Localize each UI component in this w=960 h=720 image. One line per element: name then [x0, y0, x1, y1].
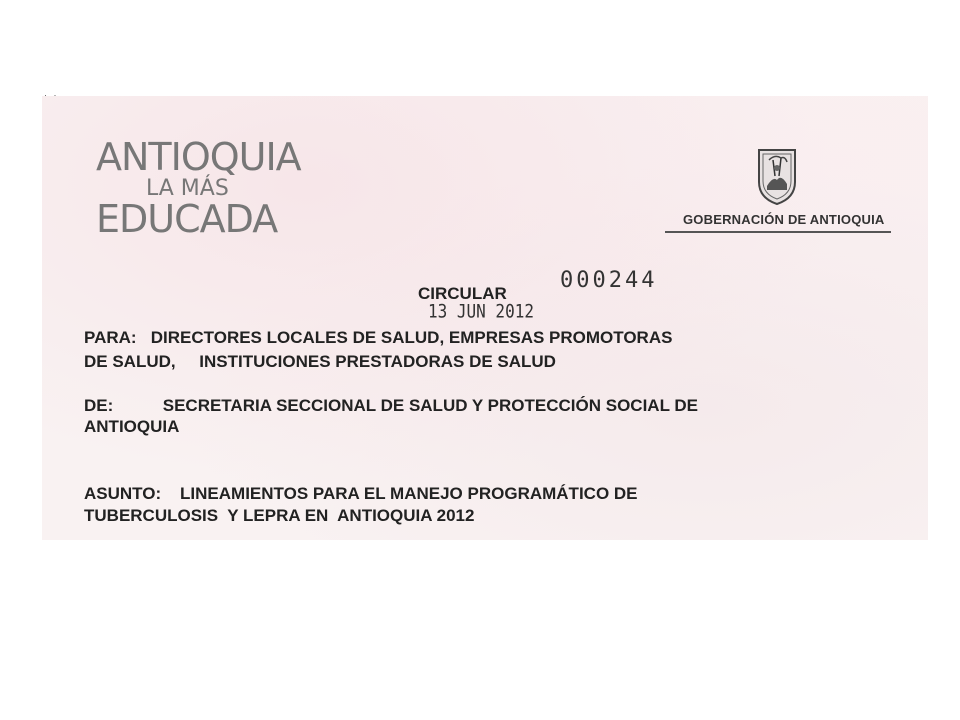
- asunto-text-2: TUBERCULOSIS Y LEPRA EN ANTIOQUIA 2012: [84, 506, 475, 525]
- circular-number: 000244: [560, 268, 658, 293]
- para-text-2b: INSTITUCIONES PRESTADORAS DE SALUD: [199, 352, 556, 371]
- scan-marks: · ·: [44, 90, 59, 100]
- brand-line-1: ANTIOQUIA: [96, 135, 301, 179]
- de-text-1: SECRETARIA SECCIONAL DE SALUD Y PROTECCIÓN SOCIAL DE: [162, 396, 698, 415]
- brand-line-3: EDUCADA: [96, 197, 278, 241]
- para-text-2a: DE SALUD,: [84, 352, 176, 371]
- de-label: DE:: [84, 396, 114, 415]
- de-text-2: ANTIOQUIA: [84, 417, 180, 436]
- asunto-label: ASUNTO:: [84, 484, 162, 503]
- asunto-line-2: [84, 504, 784, 528]
- asunto-line-1: [84, 482, 784, 506]
- divider: [665, 231, 891, 233]
- asunto-text-1: LINEAMIENTOS PARA EL MANEJO PROGRAMÁTICO DE: [180, 484, 638, 503]
- government-name: GOBERNACIÓN DE ANTIOQUIA: [683, 212, 885, 227]
- brand-line-2: LA MÁS: [146, 176, 229, 201]
- para-line-2: [84, 350, 784, 374]
- de-line-2: [84, 415, 784, 439]
- para-line-1: [84, 326, 784, 350]
- coat-of-arms-icon: [753, 146, 801, 206]
- date-stamp: 13 JUN 2012: [428, 300, 534, 322]
- para-label: PARA:: [84, 328, 137, 347]
- para-text-1: DIRECTORES LOCALES DE SALUD, EMPRESAS PROMOTORAS: [150, 328, 673, 347]
- document-type: CIRCULAR: [418, 284, 507, 303]
